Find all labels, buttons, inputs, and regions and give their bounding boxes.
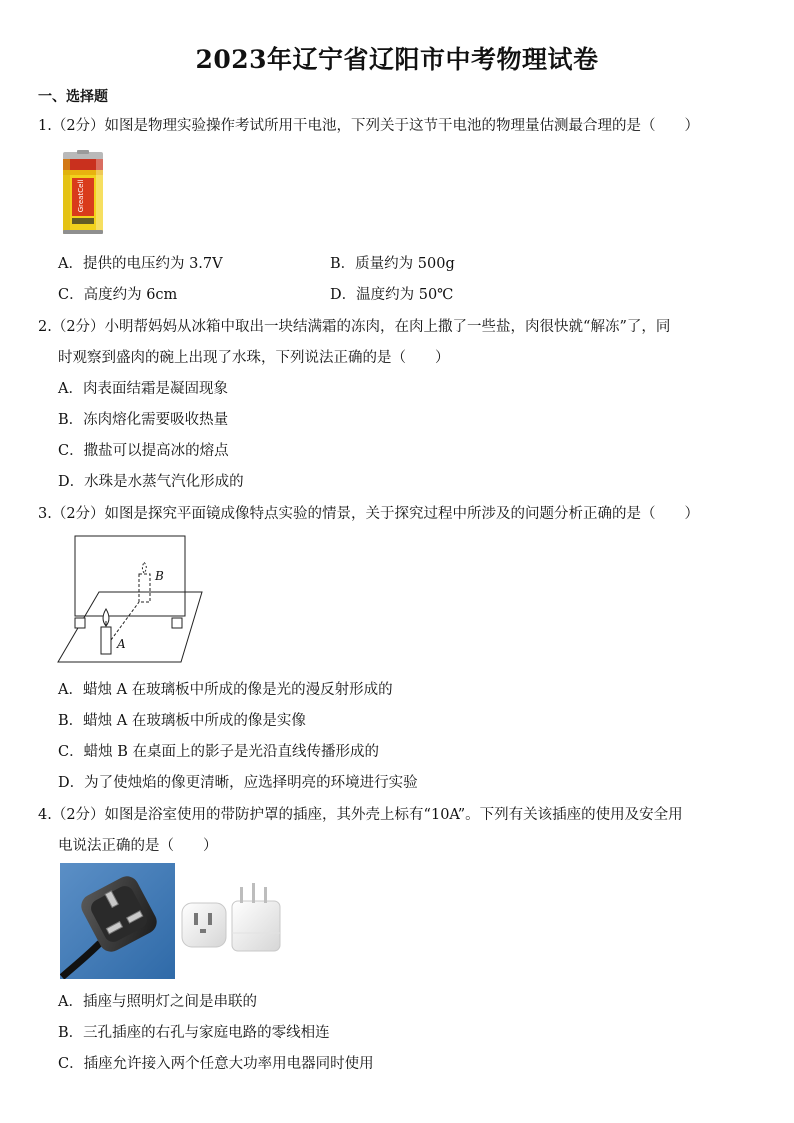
- exam-title: 2023年辽宁省辽阳市中考物理试卷: [195, 45, 599, 74]
- q2-option-d: D．水珠是水蒸气汽化形成的: [58, 474, 244, 490]
- battery-brand-text: GreatCell: [77, 179, 85, 213]
- mirror-experiment-diagram: [55, 535, 205, 669]
- q1-option-b: B．质量约为 500g: [330, 256, 455, 272]
- question-1-stem: 1.（2分）如图是物理实验操作考试所用干电池，下列关于这节干电池的物理量估测最合理的是（ ）: [38, 118, 700, 134]
- q1-option-d: D．温度约为 50℃: [330, 287, 454, 303]
- question-2-stem-line1: 2.（2分）小明帮妈妈从冰箱中取出一块结满霜的冻肉，在肉上撒了一些盐，肉很快就“解冻”了，同: [38, 319, 671, 335]
- q2-option-b: B．冻肉熔化需要吸收热量: [58, 412, 229, 428]
- label-b: B: [155, 569, 164, 583]
- q3-option-b: B．蜡烛 A 在玻璃板中所成的像是实像: [58, 713, 306, 729]
- q3-option-d: D．为了使烛焰的像更清晰，应选择明亮的环境进行实验: [58, 775, 418, 791]
- section-heading: 一、选择题: [38, 89, 108, 105]
- q4-option-a: A．插座与照明灯之间是串联的: [58, 994, 257, 1010]
- question-4-stem-line2: 电说法正确的是（ ）: [58, 838, 218, 854]
- q4-option-c: C．插座允许接入两个任意大功率用电器同时使用: [58, 1056, 374, 1072]
- q1-option-a: A．提供的电压约为 3.7V: [58, 256, 223, 272]
- question-2-stem-line2: 时观察到盛肉的碗上出现了水珠，下列说法正确的是（ ）: [58, 350, 450, 366]
- q1-option-c: C．高度约为 6cm: [58, 287, 178, 303]
- socket-images: [60, 863, 295, 983]
- battery-image: [58, 150, 108, 240]
- q3-option-c: C．蜡烛 B 在桌面上的影子是光沿直线传播形成的: [58, 744, 379, 760]
- q4-option-b: B．三孔插座的右孔与家庭电路的零线相连: [58, 1025, 330, 1041]
- q2-option-a: A．肉表面结霜是凝固现象: [58, 381, 228, 397]
- q3-option-a: A．蜡烛 A 在玻璃板中所成的像是光的漫反射形成的: [58, 682, 393, 698]
- q2-option-c: C．撒盐可以提高冰的熔点: [58, 443, 229, 459]
- question-4-stem-line1: 4.（2分）如图是浴室使用的带防护罩的插座，其外壳上标有“10A”。下列有关该插座的使用及安全用: [38, 807, 683, 823]
- label-a: A: [117, 637, 126, 651]
- question-3-stem: 3.（2分）如图是探究平面镜成像特点实验的情景，关于探究过程中所涉及的问题分析正确的是（ ）: [38, 506, 700, 522]
